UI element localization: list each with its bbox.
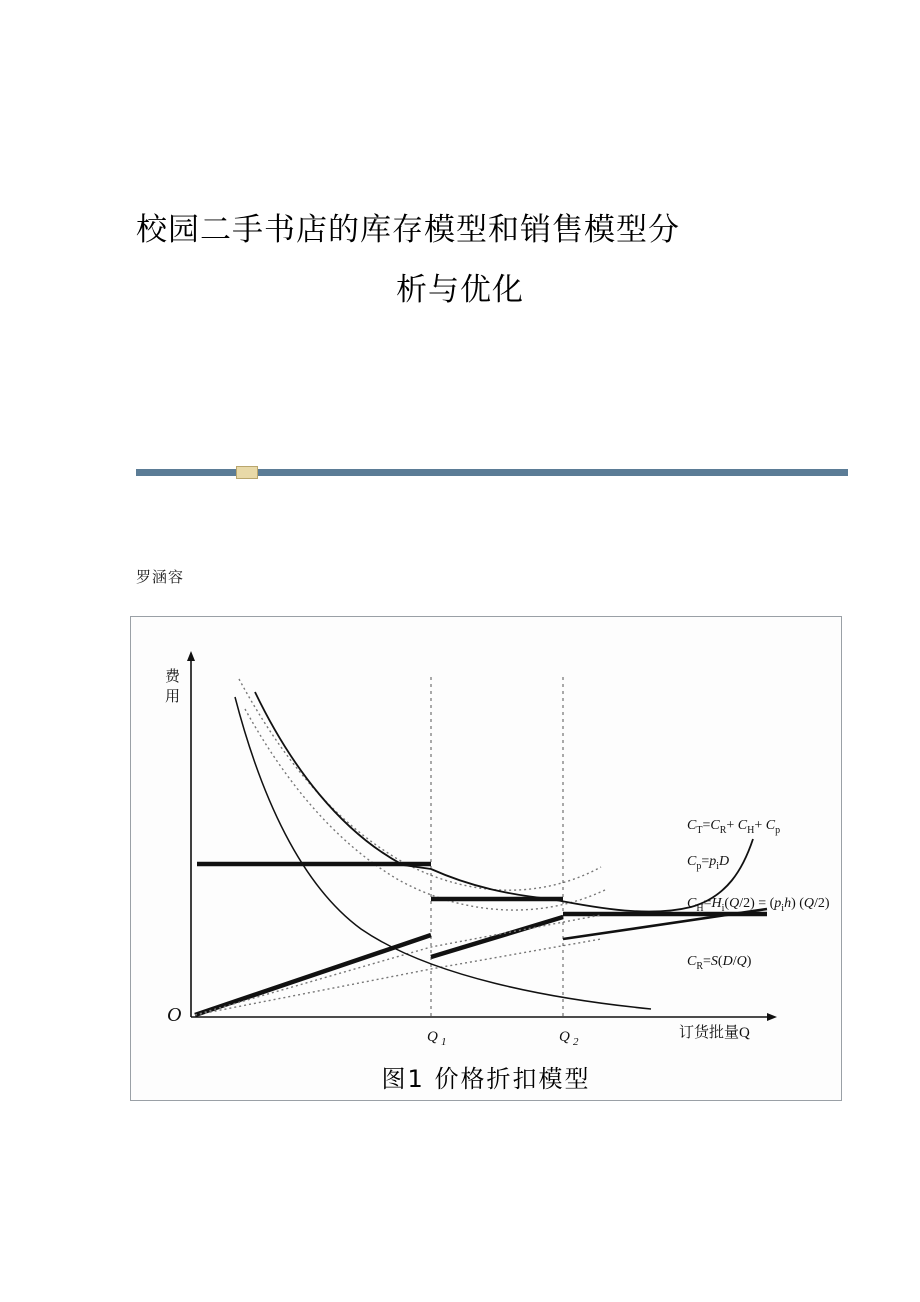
figure-chart xyxy=(131,617,841,1100)
svg-text:O: O xyxy=(167,1004,182,1026)
svg-text:CH=Hi(Q/2) = (pih) (Q/2): $C_H=H_i(Q/2) = (p_ih)$ (Q/2) xyxy=(687,896,830,914)
svg-text:CR=S(D/Q): $C_R=S(D/Q)$ xyxy=(687,954,752,972)
svg-text:Cp=piD: $C_p=p_iD$ xyxy=(687,854,730,872)
svg-text:1: 1 xyxy=(441,1036,447,1048)
divider-ornament xyxy=(236,466,258,479)
title-line-1: 校园二手书店的库存模型和销售模型分 xyxy=(136,212,680,248)
svg-text:Q: Q xyxy=(427,1029,438,1045)
svg-text:2: 2 xyxy=(573,1036,579,1048)
page-title xyxy=(130,200,790,321)
author-name: 罗涵容 xyxy=(136,568,185,586)
svg-text:订货批量Q: 订货批量Q xyxy=(679,1025,750,1041)
title-divider xyxy=(136,466,848,479)
figure-caption: 图1 价格折扣模型 xyxy=(381,1065,591,1093)
title-line-2: 析与优化 xyxy=(396,272,524,309)
price-discount-chart xyxy=(131,617,841,1100)
figure-container xyxy=(130,616,842,1101)
svg-text:CT=CR+ CH+ Cp: $C_T=C_R+ C_H+ C_p$ xyxy=(687,818,781,836)
svg-text:费: 费 xyxy=(165,669,181,685)
svg-text:Q: Q xyxy=(559,1029,570,1045)
svg-text:用: 用 xyxy=(165,689,181,705)
